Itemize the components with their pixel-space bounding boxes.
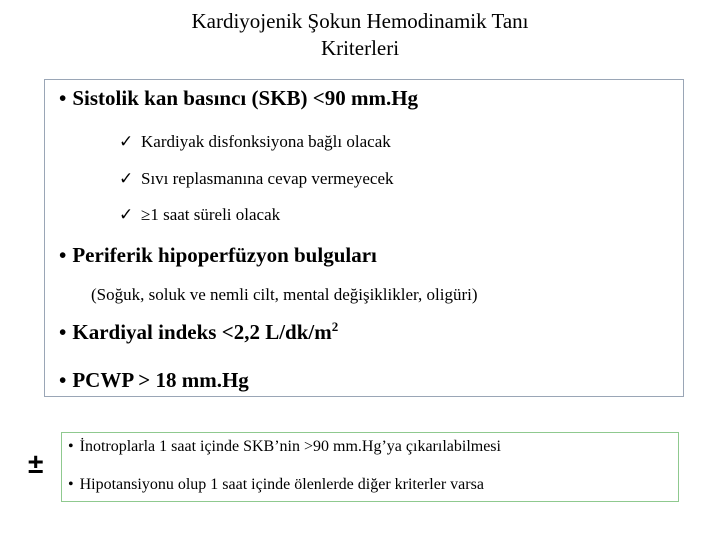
- plus-minus-symbol: ±: [28, 448, 44, 479]
- bullet-icon: •: [59, 368, 67, 392]
- optional-item-label: İnotroplarla 1 saat içinde SKB’nin >90 mm.Hg’ya çıkarılabilmesi: [79, 438, 501, 455]
- checkmark-icon: ✓: [119, 169, 134, 189]
- optional-item: [68, 476, 484, 494]
- criterion-cardiac-index: [59, 320, 338, 345]
- bullet-icon: •: [59, 243, 67, 267]
- title-line-1: Kardiyojenik Şokun Hemodinamik Tanı: [191, 9, 529, 33]
- bullet-icon: •: [59, 86, 67, 110]
- criterion-cardiac-index-label: Kardiyal indeks <2,2 L/dk/m: [72, 320, 332, 344]
- sbp-sub-item-label: Kardiyak disfonksiyona bağlı olacak: [141, 132, 391, 151]
- checkmark-icon: ✓: [119, 205, 134, 225]
- bullet-icon: •: [68, 476, 74, 493]
- bullet-icon: •: [59, 320, 67, 344]
- criterion-sbp-label: Sistolik kan basıncı (SKB) <90 mm.Hg: [72, 86, 419, 110]
- bullet-icon: •: [68, 438, 74, 455]
- page-title: [100, 8, 620, 62]
- criterion-pcwp-label: PCWP > 18 mm.Hg: [72, 368, 249, 392]
- criterion-sbp: [59, 86, 418, 111]
- criterion-hypoperfusion: [59, 243, 377, 268]
- checkmark-icon: ✓: [119, 132, 134, 152]
- sbp-sub-item-label: Sıvı replasmanına cevap vermeyecek: [141, 169, 394, 188]
- optional-item: [68, 438, 501, 456]
- sbp-sub-item-label: ≥1 saat süreli olacak: [141, 205, 281, 224]
- criteria-box: [44, 79, 684, 397]
- superscript-2: 2: [331, 319, 339, 334]
- criterion-hypoperfusion-label: Periferik hipoperfüzyon bulguları: [72, 243, 377, 267]
- sbp-sub-item: [119, 132, 391, 152]
- sbp-sub-item: [119, 205, 280, 225]
- optional-criteria-box: [61, 432, 679, 502]
- criterion-pcwp: [59, 368, 249, 393]
- title-line-2: Kriterleri: [320, 36, 400, 60]
- optional-item-label: Hipotansiyonu olup 1 saat içinde ölenlerde diğer kriterler varsa: [79, 476, 484, 493]
- sbp-sub-item: [119, 169, 394, 189]
- hypoperfusion-detail: (Soğuk, soluk ve nemli cilt, mental değişiklikler, oligüri): [91, 285, 478, 304]
